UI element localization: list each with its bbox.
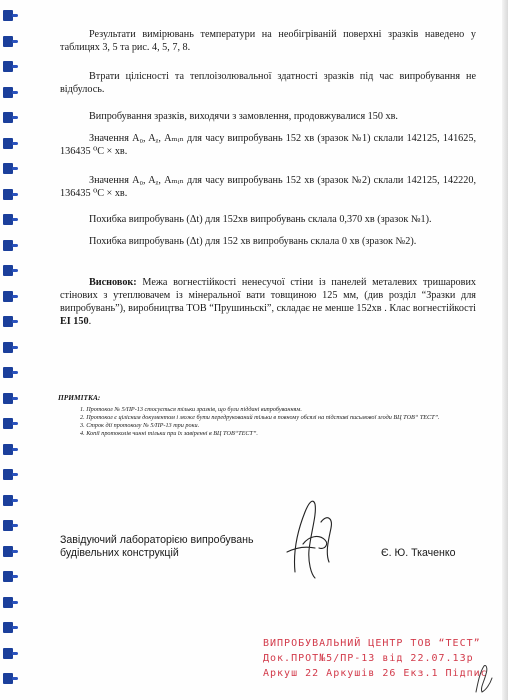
note-item: 4. Копії протоколів чинні тільки при їх завіренні в ВЦ ТОВ“ТЕСТ”.	[80, 430, 258, 437]
note-item: 3. Строк дії протоколу № 5/ПР-13 три роки.	[80, 422, 200, 429]
binding-wire	[12, 193, 18, 196]
binding-wire	[12, 371, 18, 374]
notes-block	[58, 394, 478, 438]
binding-wire	[12, 295, 18, 298]
spiral-binding	[0, 0, 22, 700]
binding-wire	[12, 499, 18, 502]
binding-wire	[12, 116, 18, 119]
binding-wire	[12, 269, 18, 272]
conclusion-label: Висновок:	[89, 277, 137, 288]
paragraph-duration: Випробування зразків, виходячи з замовлення, продовжувалися 150 хв.	[89, 111, 398, 122]
paragraph-error-sample-2: Похибка випробувань (Δt) для 152 хв випробувань склала 0 хв (зразок №2).	[89, 236, 417, 247]
binding-wire	[12, 626, 18, 629]
binding-wire	[12, 14, 18, 17]
binding-wire	[12, 422, 18, 425]
binding-wire	[12, 397, 18, 400]
signatory-name: Є. Ю. Ткаченко	[381, 547, 456, 559]
fire-resistance-class: EI 150	[60, 316, 89, 327]
paragraph-integrity: Втрати цілісності та теплоізолювальної здатності зразків під час випробування не відбулось.	[60, 71, 476, 95]
stamp-line-center: ВИПРОБУВАЛЬНИЙ ЦЕНТР ТОВ “ТЕСТ”	[263, 638, 481, 649]
handwritten-signature	[275, 492, 345, 582]
binding-wire	[12, 320, 18, 323]
signatory-position	[60, 534, 253, 560]
stamp-signature	[470, 662, 498, 696]
certification-stamp	[263, 636, 488, 681]
paragraph-values-sample-1: Значення A₀, Aᵪ, Aₘᵢₙ для часу випробувань 152 хв (зразок №1) склали 142125, 141625, 136435 ⁰C × хв.	[60, 133, 476, 157]
binding-wire	[12, 677, 18, 680]
conclusion	[60, 276, 476, 328]
notes-title: ПРИМІТКА:	[58, 393, 101, 402]
binding-wire	[12, 142, 18, 145]
binding-wire	[12, 65, 18, 68]
note-item: 1. Протокол № 5/ПР-13 стосується тільки зразків, що були піддані випробуванням.	[80, 406, 302, 413]
binding-wire	[12, 448, 18, 451]
paragraph-results: Результати вимірювань температури на необігріваній поверхні зразків наведено у таблицях 3, 5 та рис. 4, 5, 7, 8.	[60, 29, 476, 53]
stamp-line-document: Док.ПРОТ№5/ПР-13 від 22.07.13р	[263, 653, 474, 664]
binding-wire	[12, 550, 18, 553]
binding-wire	[12, 91, 18, 94]
binding-wire	[12, 167, 18, 170]
binding-wire	[12, 218, 18, 221]
binding-wire	[12, 346, 18, 349]
conclusion-end: .	[88, 316, 92, 327]
binding-wire	[12, 473, 18, 476]
paragraph-error-sample-1: Похибка випробувань (Δt) для 152хв випробувань склала 0,370 хв (зразок №1).	[89, 214, 432, 225]
binding-wire	[12, 601, 18, 604]
binding-wire	[12, 524, 18, 527]
binding-wire	[12, 652, 18, 655]
conclusion-text: Межа вогнестійкості ненесучої стіни із панелей металевих тришарових стінових з утеплювачем із мінеральної вати товщиною 125 мм, (див розділ “Зразки для випробувань”), виробництва ТОВ “Прушиньскі”, складає не менше 152хв . Клас вогнестійкості	[60, 277, 476, 314]
note-item: 2. Протокол є цілісним документом і може бути передрукований тільки в повному обсязі на підставі письмової згоди ВЦ ТОВ“ ТЕСТ”.	[80, 414, 440, 421]
signatory-position-line2: будівельних конструкцій	[60, 547, 179, 559]
binding-wire	[12, 244, 18, 247]
paragraph-values-sample-2: Значення A₀, Aᵪ, Aₘᵢₙ для часу випробувань 152 хв (зразок №2) склали 142125, 142220, 136435 ⁰C × хв.	[60, 175, 476, 199]
stamp-line-sheet: Аркуш 22 Аркушів 26 Екз.1 Підпис	[263, 668, 488, 679]
page-edge	[502, 0, 508, 700]
signatory-position-line1: Завідуючий лабораторією випробувань	[60, 534, 254, 546]
binding-wire	[12, 40, 18, 43]
binding-wire	[12, 575, 18, 578]
